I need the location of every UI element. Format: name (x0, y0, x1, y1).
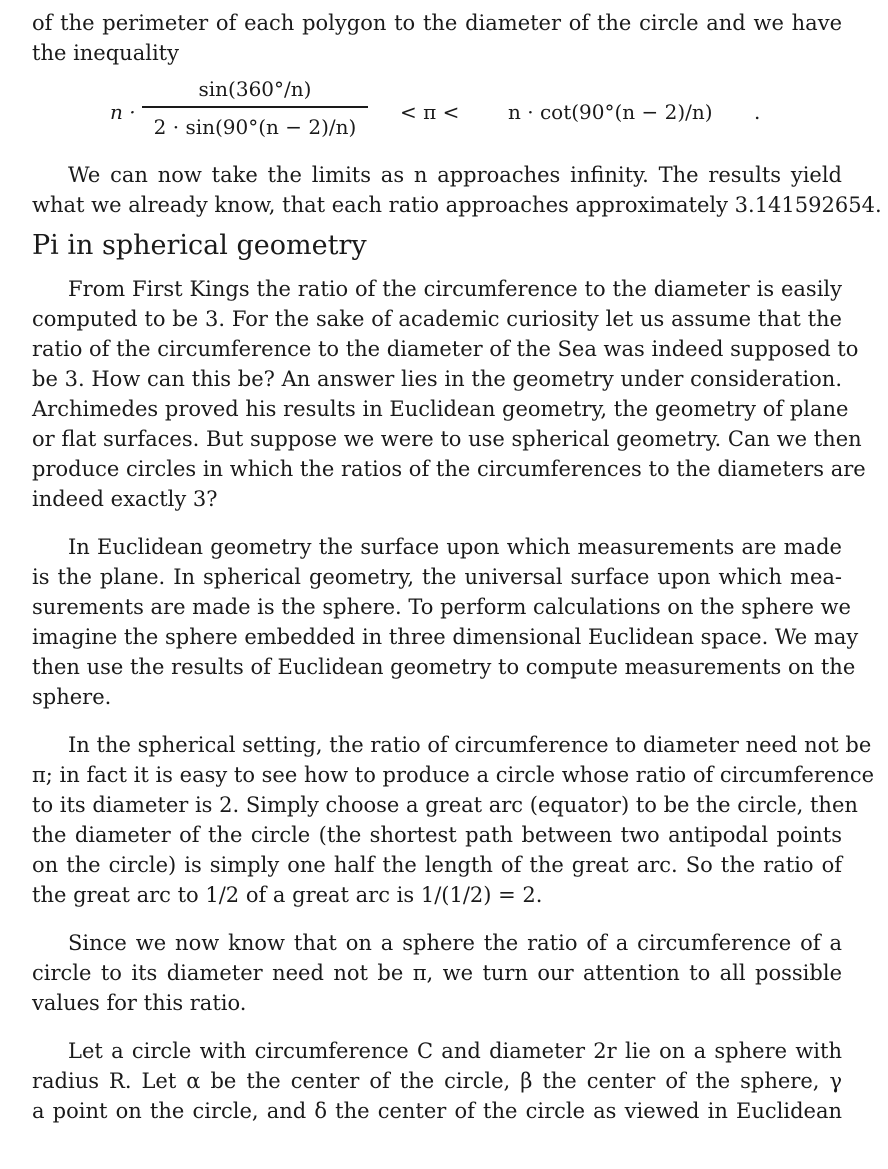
limits-paragraph (32, 160, 882, 220)
body-paragraph (32, 274, 866, 514)
text-line: the diameter of the circle (the shortest path between two antipodal points (32, 823, 842, 847)
text-line: computed to be 3. For the sake of academic curiosity let us assume that the (32, 307, 842, 331)
text-line: on the circle) is simply one half the length of the great arc. So the ratio of (32, 853, 842, 877)
fraction-bar (142, 106, 368, 108)
formula-inequality: < π < (400, 100, 460, 124)
formula-fraction (142, 74, 368, 142)
text-line: From First Kings the ratio of the circumference to the diameter is easily (68, 277, 842, 301)
text-line: indeed exactly 3? (32, 487, 218, 511)
text-line: ratio of the circumference to the diameter of the Sea was indeed supposed to (32, 337, 859, 361)
inequality-formula (32, 74, 842, 160)
text-line: then use the results of Euclidean geometry to compute measurements on the (32, 655, 856, 679)
formula-denominator: 2 · sin(90°(n − 2)/n) (153, 114, 357, 139)
text-line: In Euclidean geometry the surface upon which measurements are made (68, 535, 842, 559)
text-line: Archimedes proved his results in Euclidean geometry, the geometry of plane (32, 397, 849, 421)
formula-right-side: n · cot(90°(n − 2)/n) (508, 100, 713, 124)
text-line: Let a circle with circumference C and diameter 2r lie on a sphere with (68, 1039, 842, 1063)
text-line: a point on the circle, and δ the center of the circle as viewed in Euclidean (32, 1099, 842, 1123)
text-line: to its diameter is 2. Simply choose a great arc (equator) to be the circle, then (32, 793, 858, 817)
text-line: the great arc to 1/2 of a great arc is 1/(1/2) = 2. (32, 883, 543, 907)
text-line: We can now take the limits as n approaches infinity. The results yield (68, 163, 842, 187)
text-line: In the spherical setting, the ratio of circumference to diameter need not be (68, 733, 872, 757)
body-paragraph (32, 730, 875, 910)
text-line: is the plane. In spherical geometry, the universal surface upon which mea- (32, 565, 842, 589)
text-line: or flat surfaces. But suppose we were to use spherical geometry. Can we then (32, 427, 862, 451)
text-line: what we already know, that each ratio approaches approximately 3.141592654. (32, 193, 882, 217)
formula-left-factor: n · (110, 100, 136, 124)
text-line: values for this ratio. (32, 991, 247, 1015)
body-paragraph (32, 1036, 842, 1126)
text-line: the inequality (32, 41, 179, 65)
text-line: of the perimeter of each polygon to the diameter of the circle and we have (32, 11, 842, 35)
text-line: surements are made is the sphere. To perform calculations on the sphere we (32, 595, 851, 619)
text-line: imagine the sphere embedded in three dimensional Euclidean space. We may (32, 625, 859, 649)
section-heading: Pi in spherical geometry (32, 230, 367, 261)
text-line: Since we now know that on a sphere the ratio of a circumference of a (68, 931, 842, 955)
formula-numerator: sin(360°/n) (198, 77, 312, 101)
intro-paragraph (32, 8, 842, 68)
body-paragraph (32, 928, 842, 1018)
document-page (32, 8, 882, 1126)
formula-terminator: . (754, 100, 761, 124)
text-line: be 3. How can this be? An answer lies in the geometry under consideration. (32, 367, 842, 391)
text-line: sphere. (32, 685, 112, 709)
text-line: radius R. Let α be the center of the circle, β the center of the sphere, γ (32, 1069, 842, 1093)
text-line: circle to its diameter need not be π, we turn our attention to all possible (32, 961, 842, 985)
body-paragraph (32, 532, 859, 712)
text-line: π; in fact it is easy to see how to produce a circle whose ratio of circumference (32, 763, 875, 787)
text-line: produce circles in which the ratios of the circumferences to the diameters are (32, 457, 866, 481)
